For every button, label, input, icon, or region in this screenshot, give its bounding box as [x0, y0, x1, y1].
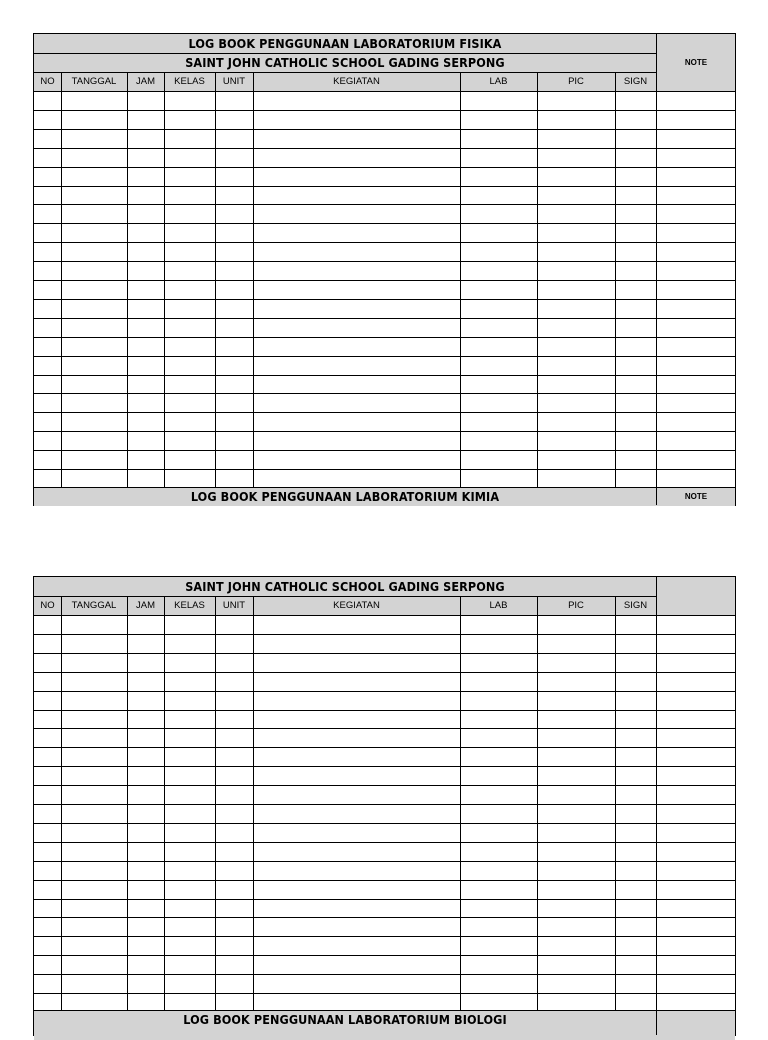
- note-column-divider: [656, 34, 657, 505]
- table-row-line: [34, 204, 735, 205]
- column-divider: [61, 596, 62, 1010]
- table-row-line: [34, 318, 735, 319]
- table-row-line: [34, 917, 735, 918]
- table-row-line: [34, 450, 735, 451]
- column-header-pic: PIC: [568, 76, 584, 87]
- table-row-line: [34, 766, 735, 767]
- column-header-sign: SIGN: [623, 600, 648, 611]
- table-row-line: [34, 299, 735, 300]
- table-row-line: [34, 728, 735, 729]
- column-header-no: NO: [40, 76, 55, 87]
- table-row-line: [34, 899, 735, 900]
- column-header-tanggal: TANGGAL: [71, 76, 117, 87]
- rule-line: [34, 615, 735, 616]
- rule-line: [34, 1010, 735, 1011]
- table-row-line: [34, 375, 735, 376]
- column-divider: [537, 72, 538, 487]
- table-row-line: [34, 186, 735, 187]
- column-divider: [253, 596, 254, 1010]
- column-header-lab: LAB: [489, 600, 508, 611]
- table-row-line: [34, 823, 735, 824]
- column-header-sign: SIGN: [623, 76, 648, 87]
- table-row-line: [34, 710, 735, 711]
- column-header-kegiatan: KEGIATAN: [333, 76, 380, 87]
- table-row-line: [34, 393, 735, 394]
- column-divider: [127, 596, 128, 1010]
- column-header-kegiatan: KEGIATAN: [333, 600, 380, 611]
- table-row-line: [34, 261, 735, 262]
- sheet2-footer-title: LOG BOOK PENGGUNAAN LABORATORIUM BIOLOGI: [183, 1012, 507, 1027]
- table-row-line: [34, 785, 735, 786]
- table-row-line: [34, 880, 735, 881]
- column-header-unit: UNIT: [222, 600, 246, 611]
- table-row-line: [34, 167, 735, 168]
- table-row-line: [34, 280, 735, 281]
- table-row-line: [34, 431, 735, 432]
- table-row-line: [34, 842, 735, 843]
- sheet1-note-header: NOTE: [684, 58, 708, 67]
- column-divider: [253, 72, 254, 487]
- table-row-line: [34, 129, 735, 130]
- table-row-line: [34, 110, 735, 111]
- column-header-tanggal: TANGGAL: [71, 600, 117, 611]
- log-sheet-fisika: [33, 33, 736, 506]
- table-row-line: [34, 337, 735, 338]
- column-divider: [61, 72, 62, 487]
- rule-line: [34, 487, 735, 488]
- column-header-jam: JAM: [136, 600, 155, 611]
- column-divider: [460, 596, 461, 1010]
- table-row-line: [34, 356, 735, 357]
- column-divider: [615, 72, 616, 487]
- column-header-unit: UNIT: [222, 76, 246, 87]
- column-divider: [164, 596, 165, 1010]
- table-row-line: [34, 993, 735, 994]
- table-row-line: [34, 955, 735, 956]
- table-row-line: [34, 936, 735, 937]
- sheet1-footer-title: LOG BOOK PENGGUNAAN LABORATORIUM KIMIA: [190, 489, 500, 504]
- table-row-line: [34, 861, 735, 862]
- column-header-jam: JAM: [136, 76, 155, 87]
- sheet1-title: LOG BOOK PENGGUNAAN LABORATORIUM FISIKA: [188, 36, 502, 51]
- column-divider: [460, 72, 461, 487]
- table-row-line: [34, 747, 735, 748]
- table-row-line: [34, 672, 735, 673]
- column-divider: [537, 596, 538, 1010]
- sheet1-footer-note: NOTE: [684, 492, 708, 501]
- rule-line: [34, 91, 735, 92]
- table-row-line: [34, 634, 735, 635]
- column-header-pic: PIC: [568, 600, 584, 611]
- sheet1-subtitle: SAINT JOHN CATHOLIC SCHOOL GADING SERPONG: [185, 55, 505, 70]
- column-divider: [215, 72, 216, 487]
- table-row-line: [34, 469, 735, 470]
- sheet2-subtitle: SAINT JOHN CATHOLIC SCHOOL GADING SERPONG: [185, 579, 505, 594]
- table-row-line: [34, 653, 735, 654]
- rule-line: [34, 53, 656, 54]
- table-row-line: [34, 412, 735, 413]
- note-column-divider: [656, 577, 657, 1035]
- table-row-line: [34, 148, 735, 149]
- table-row-line: [34, 691, 735, 692]
- table-row-line: [34, 804, 735, 805]
- column-header-no: NO: [40, 600, 55, 611]
- column-header-kelas: KELAS: [174, 76, 205, 87]
- table-row-line: [34, 223, 735, 224]
- log-sheet-kimia: [33, 576, 736, 1036]
- column-header-lab: LAB: [489, 76, 508, 87]
- column-divider: [164, 72, 165, 487]
- column-divider: [215, 596, 216, 1010]
- table-row-line: [34, 242, 735, 243]
- column-divider: [615, 596, 616, 1010]
- column-divider: [127, 72, 128, 487]
- table-row-line: [34, 974, 735, 975]
- column-header-kelas: KELAS: [174, 600, 205, 611]
